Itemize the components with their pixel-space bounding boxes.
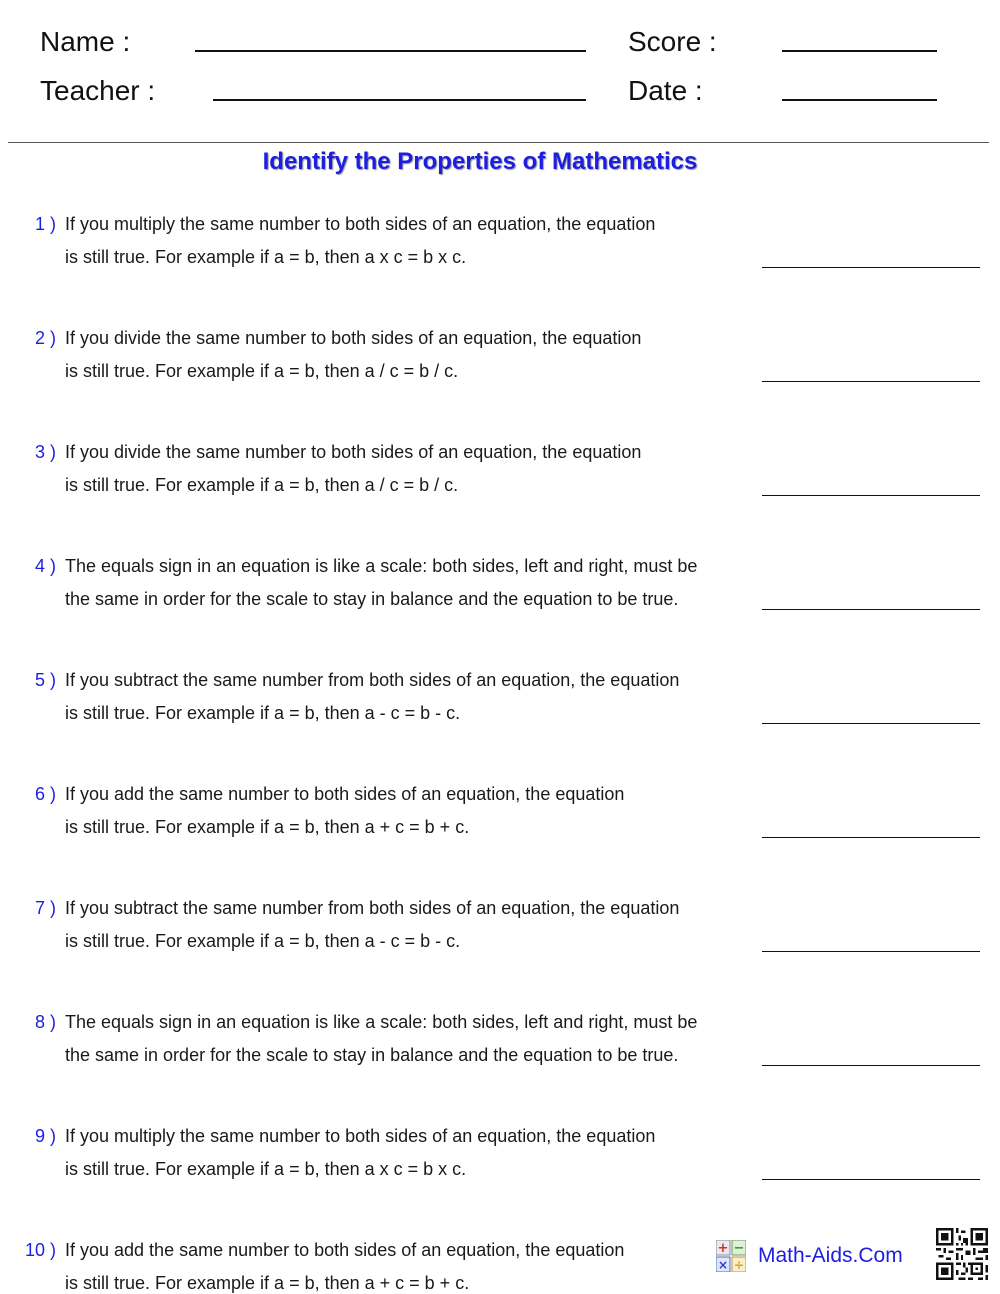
question-item: [0, 670, 1000, 770]
question-item: [0, 556, 1000, 656]
question-text-line2: the same in order for the scale to stay in balance and the equation to be true.: [65, 589, 679, 609]
answer-line[interactable]: [762, 723, 980, 724]
question-text-line1: If you multiply the same number to both sides of an equation, the equation: [65, 1126, 656, 1146]
question-text-line2: is still true. For example if a = b, then a + c = b + c.: [65, 1273, 470, 1293]
question-text-line2: is still true. For example if a = b, then a + c = b + c.: [65, 817, 470, 837]
question-text-line2: is still true. For example if a = b, then a - c = b - c.: [65, 931, 461, 951]
question-item: [0, 328, 1000, 428]
date-field[interactable]: [782, 99, 937, 101]
question-text-line1: If you add the same number to both sides of an equation, the equation: [65, 1240, 625, 1260]
question-text-line1: If you multiply the same number to both sides of an equation, the equation: [65, 214, 656, 234]
question-number: 3 ): [34, 442, 56, 462]
date-label: Date :: [628, 75, 703, 106]
svg-text:−: −: [733, 1241, 745, 1256]
name-label: Name :: [40, 26, 131, 57]
answer-line[interactable]: [762, 267, 980, 268]
answer-line[interactable]: [762, 609, 980, 610]
answer-line[interactable]: [762, 495, 980, 496]
question-number: 8 ): [34, 1012, 56, 1032]
teacher-label: Teacher :: [40, 75, 156, 106]
question-number: 10 ): [24, 1240, 56, 1260]
question-number: 6 ): [34, 784, 56, 804]
worksheet-title: Identify the Properties of Mathematics: [262, 148, 698, 175]
question-text-line1: If you subtract the same number from both sides of an equation, the equation: [65, 670, 680, 690]
question-number: 1 ): [34, 214, 56, 234]
question-text-line2: the same in order for the scale to stay in balance and the equation to be true.: [65, 1045, 679, 1065]
brand-name[interactable]: Math-Aids.Com: [758, 1244, 903, 1267]
question-text-line1: If you subtract the same number from both sides of an equation, the equation: [65, 898, 680, 918]
question-text-line2: is still true. For example if a = b, then a / c = b / c.: [65, 475, 459, 495]
question-text-line2: is still true. For example if a = b, then a - c = b - c.: [65, 703, 461, 723]
score-field[interactable]: [782, 50, 937, 52]
question-text-line2: is still true. For example if a = b, then a / c = b / c.: [65, 361, 459, 381]
question-item: [0, 1126, 1000, 1226]
question-text-line2: is still true. For example if a = b, then a x c = b x c.: [65, 247, 467, 267]
question-item: [0, 898, 1000, 998]
question-number: 9 ): [34, 1126, 56, 1146]
question-item: [0, 214, 1000, 314]
svg-text:+: +: [717, 1241, 729, 1256]
answer-line[interactable]: [762, 381, 980, 382]
svg-text:÷: ÷: [733, 1258, 745, 1272]
question-item: [0, 1012, 1000, 1112]
question-number: 7 ): [34, 898, 56, 918]
question-item: [0, 784, 1000, 884]
question-number: 4 ): [34, 556, 56, 576]
question-text-line2: is still true. For example if a = b, then a x c = b x c.: [65, 1159, 467, 1179]
svg-text:×: ×: [717, 1258, 729, 1272]
teacher-field[interactable]: [213, 99, 586, 101]
question-item: [0, 442, 1000, 542]
answer-line[interactable]: [762, 837, 980, 838]
answer-line[interactable]: [762, 1065, 980, 1066]
qr-code-icon: [936, 1228, 988, 1280]
answer-line[interactable]: [762, 951, 980, 952]
question-text-line1: The equals sign in an equation is like a scale: both sides, left and right, must be: [65, 1012, 698, 1032]
header-divider: [8, 142, 989, 143]
question-text-line1: If you divide the same number to both sides of an equation, the equation: [65, 442, 642, 462]
question-text-line1: If you divide the same number to both sides of an equation, the equation: [65, 328, 642, 348]
question-number: 2 ): [34, 328, 56, 348]
math-operations-icon: [716, 1240, 746, 1272]
question-text-line1: If you add the same number to both sides of an equation, the equation: [65, 784, 625, 804]
question-text-line1: The equals sign in an equation is like a scale: both sides, left and right, must be: [65, 556, 698, 576]
score-label: Score :: [628, 26, 717, 57]
name-field[interactable]: [195, 50, 586, 52]
question-number: 5 ): [34, 670, 56, 690]
answer-line[interactable]: [762, 1179, 980, 1180]
